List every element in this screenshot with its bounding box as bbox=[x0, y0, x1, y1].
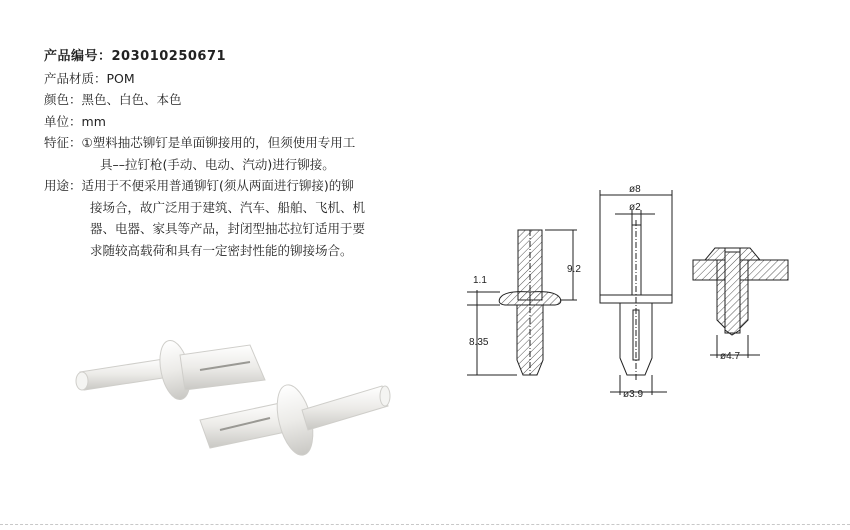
feature-text-2: 具––拉钉枪(手动、电动、汽动)进行铆接。 bbox=[100, 156, 335, 172]
code-value: 203010250671 bbox=[111, 49, 227, 64]
material-value: POM bbox=[106, 70, 135, 86]
material-row bbox=[44, 68, 424, 90]
code-label: 产品编号： bbox=[44, 49, 112, 64]
dim-1-1: 1.1 bbox=[473, 275, 487, 286]
product-photo bbox=[70, 330, 400, 470]
feature-label: 特征： bbox=[44, 135, 82, 150]
usage-text-2: 接场合，故广泛用于建筑、汽车、船舶、飞机、机 bbox=[90, 199, 366, 215]
dim-9-2: 9.2 bbox=[567, 264, 581, 275]
rivet-left bbox=[76, 338, 265, 403]
dim-8-35: 8.35 bbox=[469, 337, 489, 348]
usage-text-4: 求随较高载荷和具有一定密封性能的铆接场合。 bbox=[90, 242, 353, 258]
material-label: 产品材质： bbox=[44, 70, 107, 86]
product-code bbox=[44, 46, 424, 68]
color-row bbox=[44, 89, 424, 111]
rivet-installed-section bbox=[693, 248, 788, 358]
dim-d8: ø8 bbox=[629, 184, 641, 195]
rivet-right bbox=[200, 381, 390, 459]
usage-text-1: 适用于不便采用普通铆钉(须从两面进行铆接)的铆 bbox=[81, 178, 354, 193]
usage-label: 用途： bbox=[44, 178, 82, 193]
bottom-divider bbox=[0, 524, 850, 525]
color-value: 黑色、白色、本色 bbox=[81, 92, 182, 107]
dim-d2: ø2 bbox=[629, 202, 641, 213]
usage-row bbox=[44, 175, 424, 197]
usage-text-3: 器、电器、家具等产品，封闭型抽芯拉钉适用于要 bbox=[90, 221, 366, 236]
dim-d3-9: ø3.9 bbox=[623, 389, 644, 400]
color-label: 颜色： bbox=[44, 92, 82, 107]
unit-row bbox=[44, 111, 424, 133]
unit-label: 单位： bbox=[44, 113, 82, 129]
feature-row bbox=[44, 132, 424, 154]
product-spec bbox=[44, 46, 424, 261]
technical-drawings bbox=[455, 180, 850, 410]
feature-text-1: ①塑料抽芯铆钉是单面铆接用的，但须使用专用工 bbox=[81, 135, 356, 150]
unit-value: mm bbox=[81, 113, 106, 129]
rivet-front-view bbox=[600, 190, 672, 395]
rivet-side-view bbox=[467, 230, 577, 375]
dim-d4-7: ø4.7 bbox=[720, 351, 741, 362]
